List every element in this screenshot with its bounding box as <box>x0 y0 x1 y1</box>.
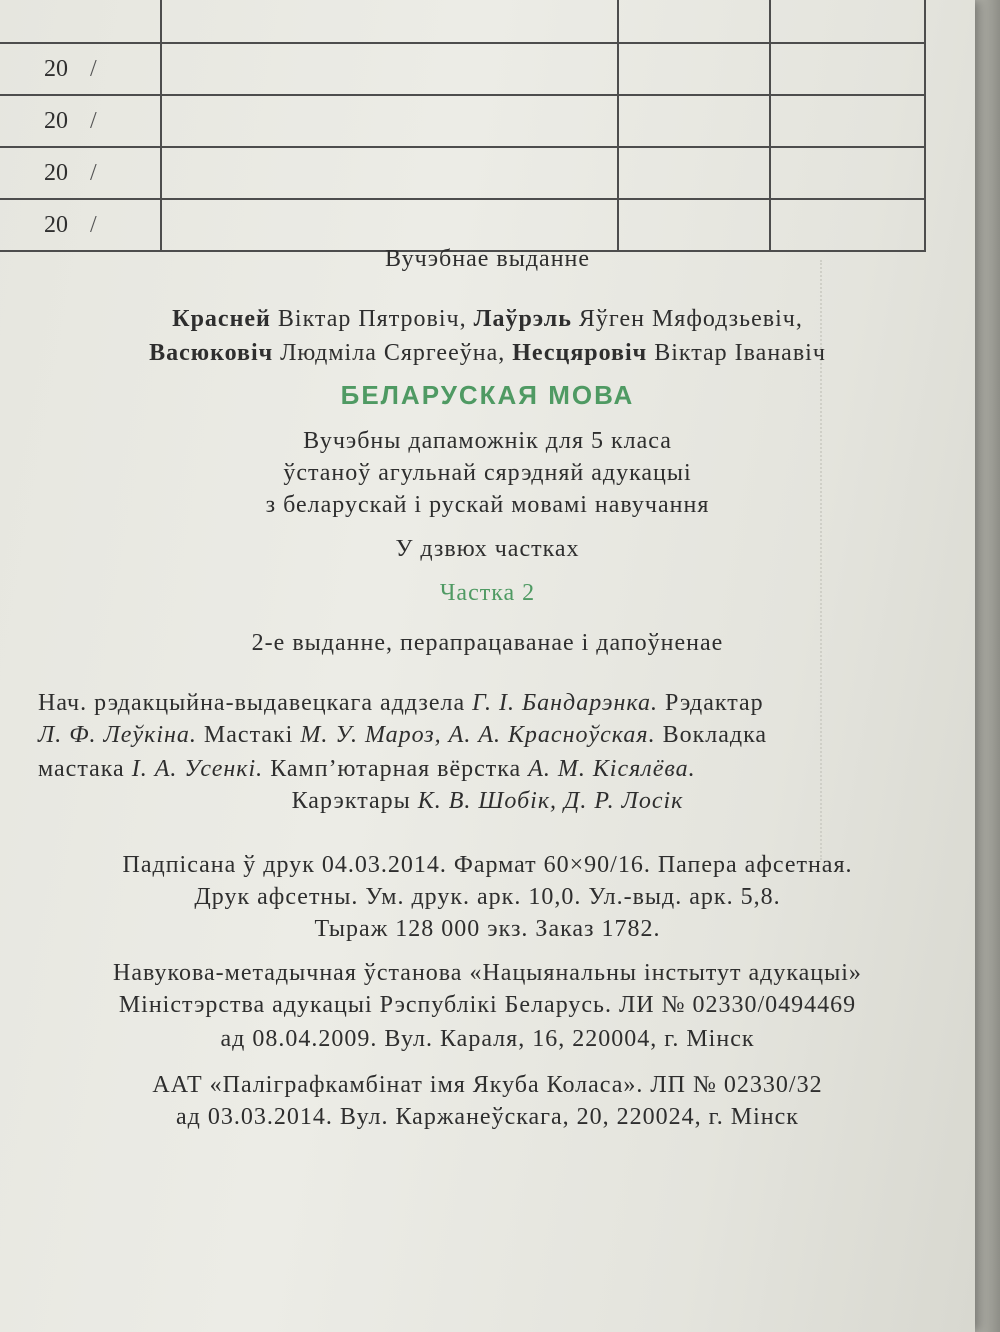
subtitle-line: ўстаноў агульнай сярэдняй адукацыі <box>283 460 692 486</box>
year-slash: / <box>90 159 97 186</box>
publisher-line: Навукова-метадычная ўстанова «Нацыянальны інстытут адукацыі» <box>113 960 862 986</box>
table-cell <box>618 199 770 251</box>
credit-label: Камп’ютарная вёрстка <box>270 756 522 782</box>
table-row <box>0 95 925 147</box>
author-surname: Красней <box>172 306 271 332</box>
table-cell <box>161 147 618 199</box>
year-label: 20 <box>44 211 68 238</box>
table-cell <box>770 199 925 251</box>
authors-line-1 <box>0 306 975 333</box>
credit-label: мастака <box>38 756 125 782</box>
author-name: Віктар Іванавіч <box>654 340 826 366</box>
credit-name: Г. І. Бандарэнка. <box>472 690 658 716</box>
credits-line-4 <box>0 788 975 815</box>
table-cell <box>618 147 770 199</box>
credits-line-1 <box>38 690 937 717</box>
year-slash: / <box>90 107 97 134</box>
table-row <box>0 199 925 251</box>
credit-name: І. А. Усенкі. <box>131 756 264 782</box>
credit-name: Л. Ф. Леўкіна. <box>38 722 197 748</box>
publisher-line: ад 08.04.2009. Вул. Караля, 16, 220004, г. Мінск <box>220 1026 755 1052</box>
publisher-line: Міністэрства адукацыі Рэспублікі Беларусь. ЛИ № 02330/0494469 <box>118 992 857 1018</box>
credit-name: М. У. Мароз, А. А. Красноўская. <box>300 722 656 748</box>
subtitle-line: У дзвюх частках <box>395 536 580 562</box>
book-title: БЕЛАРУСКАЯ МОВА <box>340 380 635 410</box>
table-cell <box>161 199 618 251</box>
year-slash: / <box>90 55 97 82</box>
table-cell <box>161 43 618 95</box>
register-table <box>0 0 926 252</box>
author-surname: Лаўрэль <box>473 306 572 332</box>
table-cell <box>618 95 770 147</box>
edition-note: 2-е выданне, перапрацаванае і дапоўненае <box>251 630 724 656</box>
credit-name: А. М. Кісялёва. <box>528 756 696 782</box>
subtitle-line: з беларускай і рускай мовамі навучання <box>265 492 710 518</box>
table-row <box>0 0 925 43</box>
author-name: Віктар Пятровіч, <box>277 306 467 332</box>
table-cell <box>770 43 925 95</box>
table-cell <box>0 199 161 251</box>
table-cell <box>770 95 925 147</box>
credit-label: Рэдактар <box>665 690 764 716</box>
print-info-line: Падпісана ў друк 04.03.2014. Фармат 60×90/16. Папера афсетная. <box>122 852 853 878</box>
credits-line-3 <box>38 756 937 783</box>
print-info-line: Друк афсетны. Ум. друк. арк. 10,0. Ул.-выд. арк. 5,8. <box>194 884 781 910</box>
author-surname: Несцяровіч <box>512 340 648 366</box>
year-label: 20 <box>44 159 68 186</box>
table-row <box>0 147 925 199</box>
table-cell <box>770 0 925 43</box>
part-label: Частка 2 <box>439 580 536 606</box>
year-label: 20 <box>44 55 68 82</box>
author-surname: Васюковіч <box>149 340 274 366</box>
credit-label: Карэктары <box>291 788 411 814</box>
author-name: Яўген Мяфодзьевіч, <box>578 306 803 332</box>
year-slash: / <box>90 211 97 238</box>
print-info-line: Тыраж 128 000 экз. Заказ 1782. <box>314 916 661 942</box>
table-cell <box>0 147 161 199</box>
credit-label: Мастакі <box>203 722 294 748</box>
table-cell <box>770 147 925 199</box>
table-cell <box>0 0 161 43</box>
credit-label: Вокладка <box>662 722 768 748</box>
credit-name: К. В. Шобік, Д. Р. Лосік <box>417 788 684 814</box>
credits-line-2 <box>38 722 937 749</box>
credit-label: Нач. рэдакцыйна-выдавецкага аддзела <box>38 690 466 716</box>
printer-line: ад 03.03.2014. Вул. Каржанеўскага, 20, 220024, г. Мінск <box>176 1104 799 1130</box>
subtitle-line: Вучэбны дапаможнік для 5 класа <box>303 428 672 454</box>
table-cell <box>618 43 770 95</box>
table-cell <box>0 95 161 147</box>
table-row <box>0 43 925 95</box>
author-name: Людміла Сяргееўна, <box>280 340 506 366</box>
year-label: 20 <box>44 107 68 134</box>
table-cell <box>161 0 618 43</box>
edition-type: Вучэбнае выданне <box>384 246 591 272</box>
table-cell <box>618 0 770 43</box>
printer-line: ААТ «Паліграфкамбінат імя Якуба Коласа». ЛП № 02330/32 <box>152 1072 823 1098</box>
table-cell <box>0 43 161 95</box>
table-cell <box>161 95 618 147</box>
authors-line-2 <box>0 340 975 367</box>
